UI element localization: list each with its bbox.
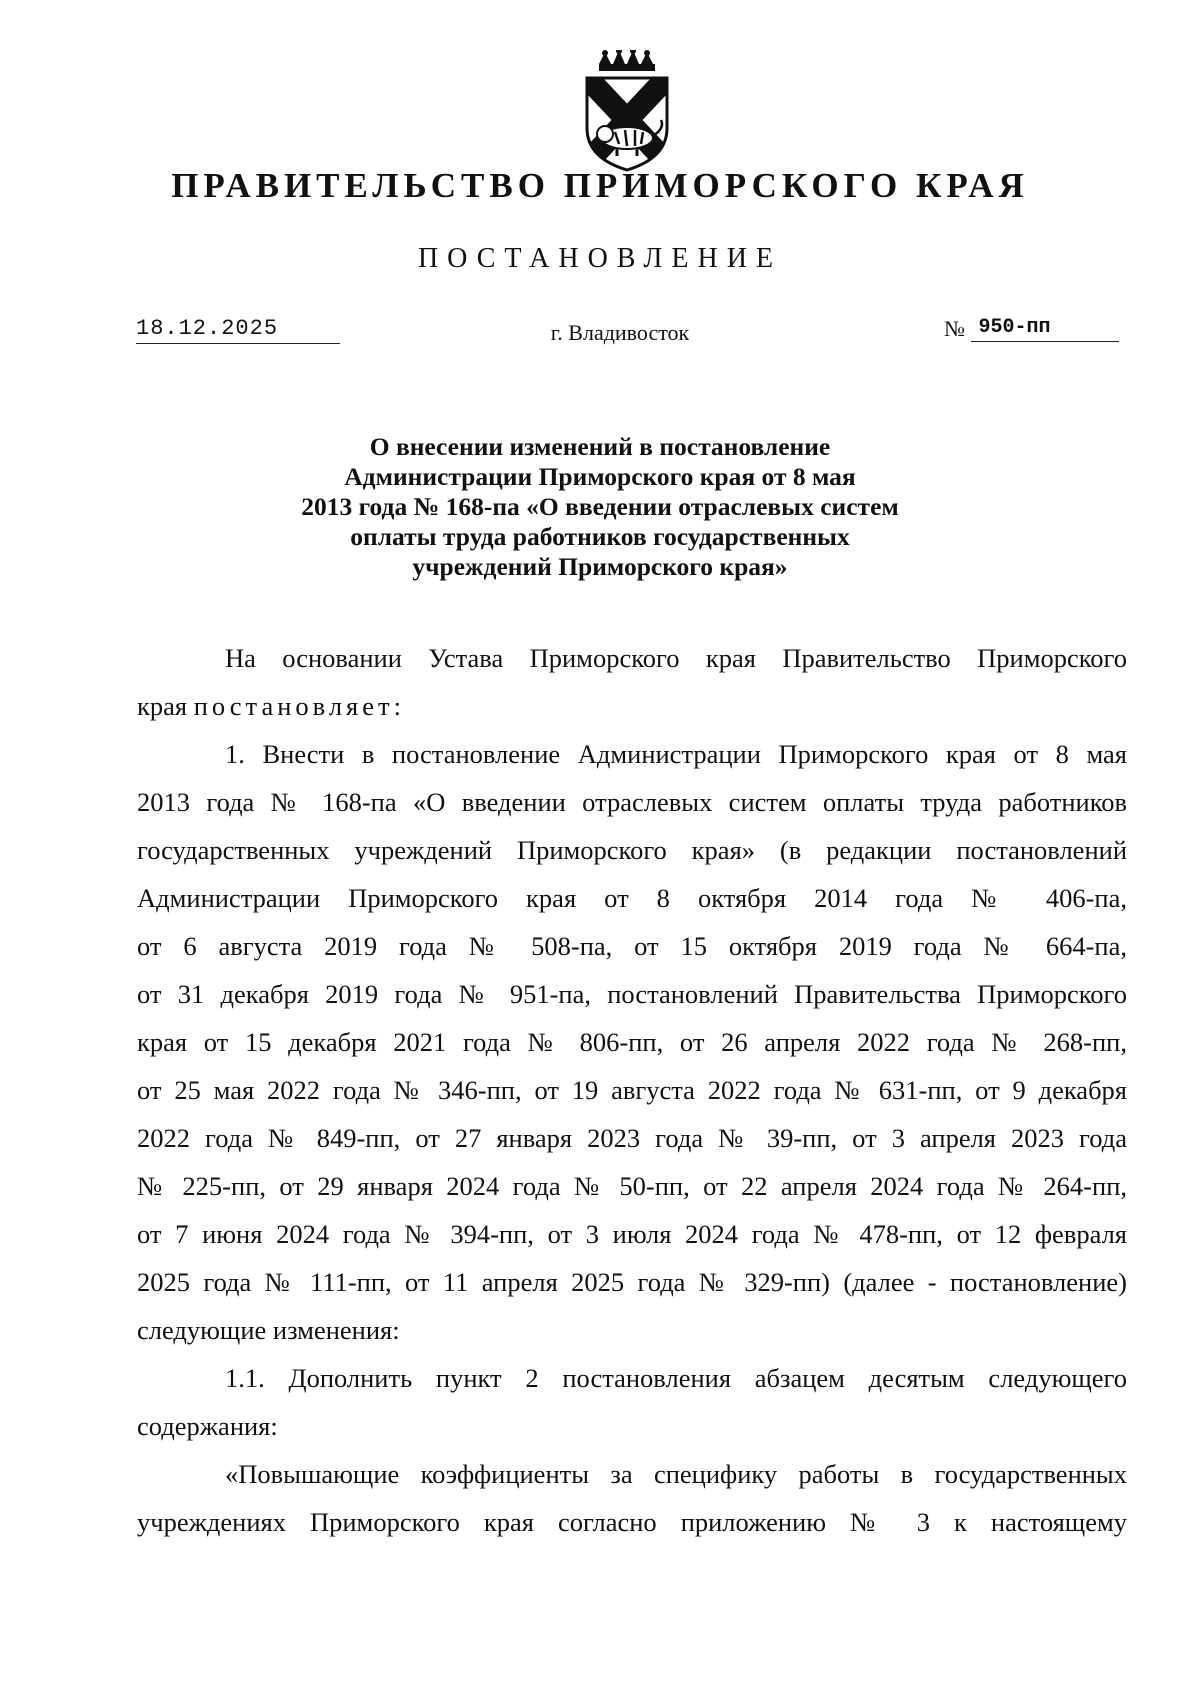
body-line: 2022 года № 849-пп, от 27 января 2023 года № 39-пп, от 3 апреля 2023 года <box>137 1123 1127 1153</box>
document-number: 950-пп <box>971 316 1119 342</box>
body-line: «Повышающие коэффициенты за специфику работы в государственных <box>225 1459 1127 1489</box>
body-line: от 7 июня 2024 года № 394-пп, от 3 июля 2024 года № 478-пп, от 12 февраля <box>137 1219 1127 1249</box>
body-line: государственных учреждений Приморского края» (в редакции постановлений <box>137 835 1127 865</box>
document-city: г. Владивосток <box>550 320 690 345</box>
body-line: 1.1. Дополнить пункт 2 постановления абзацем десятым следующего <box>225 1363 1127 1393</box>
body-text: края <box>137 691 188 721</box>
body-text-spaced: постановляет: <box>193 691 405 721</box>
body-line <box>137 682 1127 730</box>
body-line: 1. Внести в постановление Администрации Приморского края от 8 мая <box>225 739 1127 769</box>
body-line: следующие изменения: <box>137 1315 400 1345</box>
document-subject <box>240 432 960 582</box>
subject-line: 2013 года № 168-па «О введении отраслевых систем <box>301 492 899 521</box>
document-date: 18.12.2025 <box>136 316 340 344</box>
coat-of-arms-icon <box>575 50 679 174</box>
body-line: На основании Устава Приморского края Правительство Приморского <box>225 643 1127 673</box>
subject-line: Администрации Приморского края от 8 мая <box>344 462 856 491</box>
body-line: края от 15 декабря 2021 года № 806-пп, от 26 апреля 2022 года № 268-пп, <box>137 1027 1127 1057</box>
body-line: от 31 декабря 2019 года № 951-па, постановлений Правительства Приморского <box>137 979 1127 1009</box>
subject-line: оплаты труда работников государственных <box>350 522 850 551</box>
organization-title: ПРАВИТЕЛЬСТВО ПРИМОРСКОГО КРАЯ <box>171 166 1029 205</box>
body-line: Администрации Приморского края от 8 октября 2014 года № 406-па, <box>137 883 1127 913</box>
body-line: № 225-пп, от 29 января 2024 года № 50-пп, от 22 апреля 2024 года № 264-пп, <box>137 1171 1127 1201</box>
body-line: от 25 мая 2022 года № 346-пп, от 19 августа 2022 года № 631-пп, от 9 декабря <box>137 1075 1127 1105</box>
body-line: от 6 августа 2019 года № 508-па, от 15 октября 2019 года № 664-па, <box>137 931 1127 961</box>
subject-line: О внесении изменений в постановление <box>369 432 831 461</box>
body-line: 2025 года № 111-пп, от 11 апреля 2025 года № 329-пп) (далее - постановление) <box>137 1267 1127 1297</box>
number-sign: № <box>944 316 965 341</box>
document-body <box>137 634 1127 1546</box>
body-line: учреждениях Приморского края согласно приложению № 3 к настоящему <box>137 1507 1127 1537</box>
subject-line: учреждений Приморского края» <box>412 552 788 581</box>
document-meta-row <box>0 316 1200 356</box>
document-type: ПОСТАНОВЛЕНИЕ <box>417 243 783 274</box>
body-line: содержания: <box>137 1411 278 1441</box>
document-number-block <box>944 316 1126 342</box>
body-line: 2013 года № 168-па «О введении отраслевых систем оплаты труда работников <box>137 787 1127 817</box>
